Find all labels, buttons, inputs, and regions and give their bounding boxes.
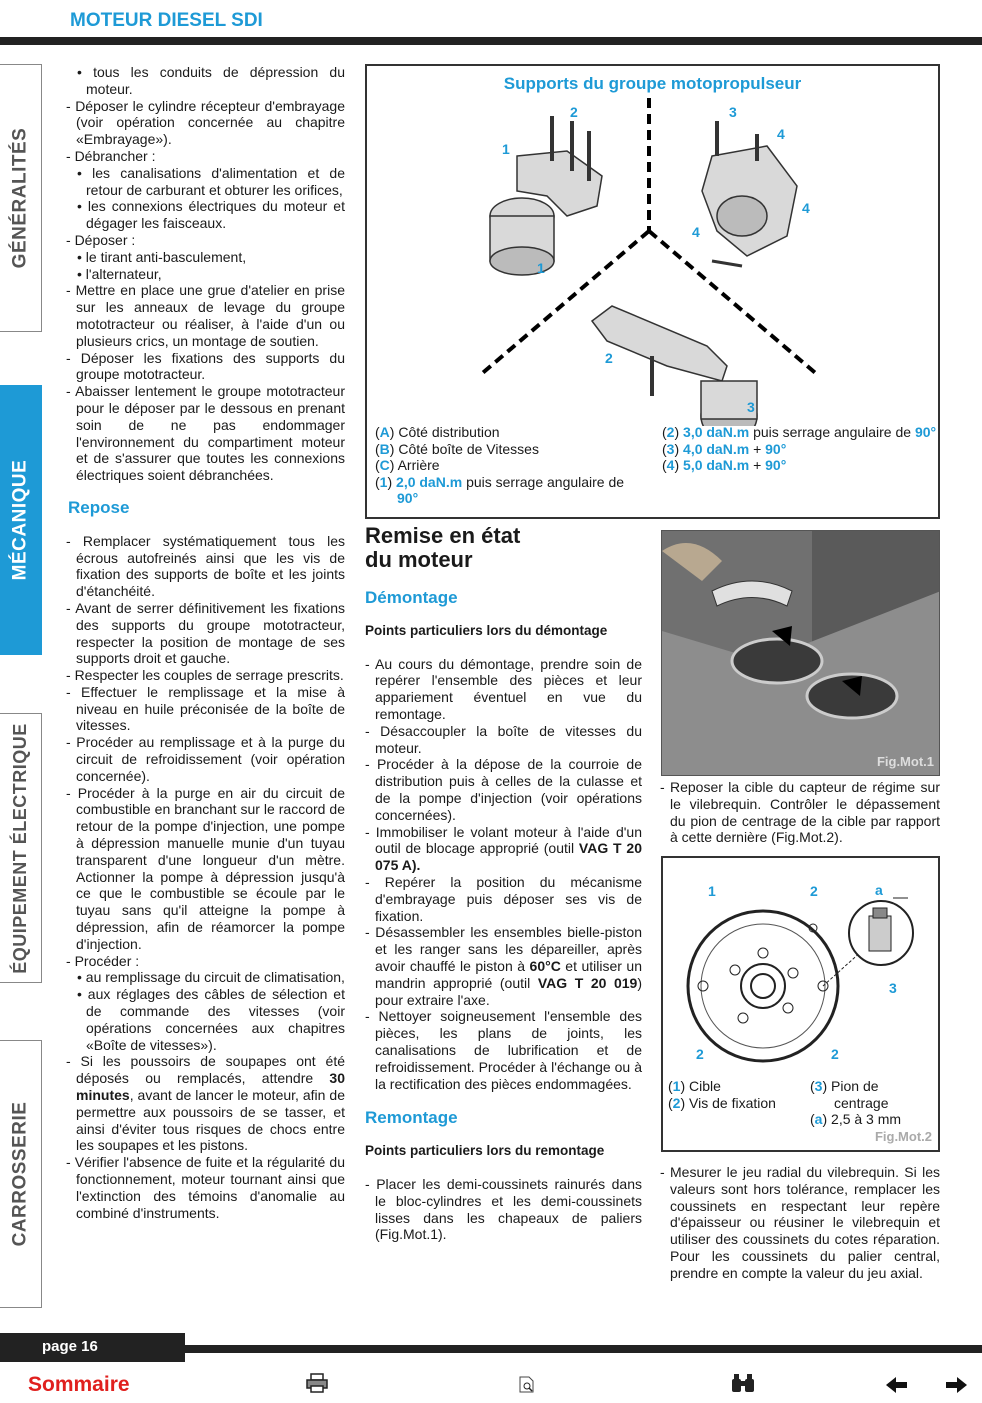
tab-mecanique[interactable] bbox=[0, 385, 42, 655]
bullet: • les canalisations d'alimentation et de retour de carburant et obturer les orifices, bbox=[77, 164, 346, 198]
step: - Désassembler les ensembles bielle-piston et les ranger sans les dépareiller, après avoir chauffé le piston à 60°C et utiliser un mandrin approprié (outil VAG T 20 019) pour extraire l'axe. bbox=[365, 924, 642, 1008]
legend-item: (a) 2,5 à 3 mm bbox=[810, 1111, 902, 1127]
section-title-remontage: Remontage bbox=[365, 1108, 458, 1128]
callout-2c: 2 bbox=[831, 1046, 839, 1062]
callout-4: 4 bbox=[777, 126, 785, 142]
step: - Repérer la position du mécanisme d'embrayage puis déposer ses vis de fixation. bbox=[365, 873, 642, 924]
step: - Placer les demi-coussinets rainurés dans le bloc-cylindres et les demi-coussinets lisses dans les chapeaux de paliers (Fig.Mot.1). bbox=[365, 1175, 642, 1243]
step: - Remplacer systématiquement tous les écrous autofreinés ainsi que les vis de fixation des supports de boîte et les joints d'étanchéité. bbox=[66, 532, 345, 600]
tab-label: GÉNÉRALITÉS bbox=[9, 127, 31, 269]
callout-2: 2 bbox=[570, 104, 578, 120]
tab-label: CARROSSERIE bbox=[9, 1101, 31, 1247]
step: - Reposer la cible du capteur de régime sur le vilebrequin. Contrôler le dépassement du pion de centrage de la cible par rapport à cette dernière (Fig.Mot.2). bbox=[660, 779, 940, 846]
section-heading: Remise en état du moteur bbox=[365, 523, 521, 572]
mount-b-drawing bbox=[702, 121, 797, 266]
callout-4c: 4 bbox=[692, 224, 700, 240]
engine-mounts-diagram bbox=[367, 96, 938, 426]
step: - Vérifier l'absence de fuite et la régularité du fonctionnement, moteur tournant ainsi que l'extinction des témoins d'anomalie au combiné d'instruments. bbox=[66, 1154, 345, 1221]
step: - Nettoyer soigneusement l'ensemble des pièces, les plans de joints, les canalisations de lubrification et de refroidissement. Procéder à l'échange ou à la rectification des pièces endommagées. bbox=[365, 1008, 642, 1092]
step: - Débrancher : bbox=[66, 147, 156, 164]
legend-item: (2) Vis de fixation bbox=[668, 1094, 776, 1111]
step: - Procéder au remplissage et à la purge du circuit de refroidissement (voir opération concernée). bbox=[66, 734, 345, 784]
section-title-demontage: Démontage bbox=[365, 588, 458, 607]
callout-a: a bbox=[875, 882, 883, 898]
legend-right bbox=[662, 424, 937, 474]
callout-1b: 1 bbox=[537, 260, 545, 276]
figure-mot-2 bbox=[661, 856, 940, 1152]
step: - Immobiliser le volant moteur à l'aide d'un outil de blocage approprié (outil VAG T 20 075 A). bbox=[365, 823, 642, 874]
callout-3: 3 bbox=[729, 104, 737, 120]
legend-item: (C) Arrière bbox=[375, 457, 440, 473]
step: - Au cours du démontage, prendre soin de repérer l'ensemble des pièces et leur appariement éventuel en vue du remontage. bbox=[365, 655, 642, 722]
mount-c-drawing bbox=[592, 306, 757, 426]
callout-1: 1 bbox=[502, 141, 510, 157]
figure-mot-1 bbox=[661, 530, 940, 776]
bullet: • l'alternateur, bbox=[77, 265, 162, 282]
step: - Déposer : bbox=[66, 231, 136, 248]
step: - Abaisser lentement le groupe mototracteur pour le déposer par le dessous en prenant soin de ne pas endommager l'environnement du compartiment moteur et de s'assurer que toutes les connexions électriques soient débranchées. bbox=[66, 383, 345, 484]
callout-2: 2 bbox=[810, 883, 818, 899]
tab-label: MÉCANIQUE bbox=[9, 459, 31, 581]
figure-supports bbox=[365, 64, 940, 519]
legend-left bbox=[668, 1078, 808, 1111]
column-right-top bbox=[660, 779, 940, 846]
arrow-left-icon[interactable] bbox=[886, 1377, 908, 1398]
legend-item: (3) Pion de centrage bbox=[810, 1078, 889, 1111]
figure-label: Fig.Mot.1 bbox=[876, 754, 934, 769]
column-left bbox=[66, 64, 345, 1221]
column-middle bbox=[365, 524, 642, 1243]
step: - Désaccoupler la boîte de vitesses du moteur. bbox=[365, 722, 642, 756]
step: - Procéder à la dépose de la courroie de distribution puis à celles de la culasse et de la pompe d'injection (voir opérations concernées). bbox=[365, 756, 642, 823]
subsection-title: Points particuliers lors du remontage bbox=[365, 1143, 605, 1159]
binoculars-icon[interactable] bbox=[731, 1373, 755, 1398]
legend-item: (4) 5,0 daN.m + 90° bbox=[662, 457, 787, 473]
legend-right bbox=[810, 1078, 930, 1128]
column-right-bottom bbox=[660, 1164, 940, 1282]
step: - Mettre en place une grue d'atelier en prise sur les anneaux de levage du groupe mototracteur ou réaliser, à l'aide d'un ou plusieurs crics, un montage de soutien. bbox=[66, 282, 345, 349]
step: - Déposer le cylindre récepteur d'embrayage (voir opération concernée au chapitre «Embrayage»). bbox=[66, 97, 345, 148]
page-number: page 16 bbox=[0, 1333, 185, 1362]
step: - Procéder : bbox=[66, 952, 140, 969]
target-wheel-diagram bbox=[663, 858, 938, 1078]
tab-label: ÉQUIPEMENT ÉLECTRIQUE bbox=[10, 722, 30, 974]
figure-label: Fig.Mot.2 bbox=[874, 1129, 932, 1144]
section-title-repose: Repose bbox=[68, 497, 130, 517]
step: - Mesurer le jeu radial du vilebrequin. Si les valeurs sont hors tolérance, remplacer les coussinets en respectant leur repère d'épaisseur ou réusiner le vilebrequin et utiliser des coussinets du cotes réparation. Pour les coussinets du palier central, prendre en compte la valeur du jeu axial. bbox=[660, 1164, 940, 1281]
bearing-photo bbox=[662, 531, 940, 776]
bullet: • le tirant anti-basculement, bbox=[77, 248, 247, 265]
mount-a-drawing bbox=[490, 116, 602, 275]
tab-generalites[interactable] bbox=[0, 64, 42, 332]
legend-left bbox=[375, 424, 645, 507]
figure-title: Supports du groupe motopropulseur bbox=[503, 74, 802, 93]
callout-2b: 2 bbox=[696, 1046, 704, 1062]
legend-item: (A) Côté distribution bbox=[375, 424, 500, 440]
sommaire-link[interactable]: Sommaire bbox=[28, 1373, 130, 1396]
legend-item: (3) 4,0 daN.m + 90° bbox=[662, 440, 787, 457]
callout-2b: 2 bbox=[605, 350, 613, 366]
subsection-title: Points particuliers lors du démontage bbox=[365, 622, 608, 638]
bullet: • les connexions électriques du moteur et dégager les faisceaux. bbox=[77, 198, 345, 232]
bullet: • tous les conduits de dépression du moteur. bbox=[77, 64, 345, 97]
header-title: MOTEUR DIESEL SDI bbox=[70, 10, 263, 31]
tab-carrosserie[interactable] bbox=[0, 1040, 42, 1308]
step: - Avant de serrer définitivement les fixations des supports du groupe mototracteur, respecter la position de montage de ses supports droit et gauche. bbox=[66, 599, 346, 667]
callout-1: 1 bbox=[708, 883, 716, 899]
legend-item: (1) Cible bbox=[668, 1078, 721, 1094]
step: - Procéder à la purge en air du circuit de combustible en branchant sur le raccord de retour de la pompe d'injection, une pompe à dépression manuelle munie d'un tuyau transparent d'une longueur d'un mètre. Actionner la pompe à dépression jusqu'à ce que le combustible se écoule par le tuyau sans qu'il atteigne la pompe à dépression, afin de réamorcer la pompe d'injection. bbox=[66, 784, 345, 952]
legend-item: (1) 2,0 daN.m puis serrage angulaire de 90° bbox=[375, 473, 625, 506]
callout-3b: 3 bbox=[747, 399, 755, 415]
header-bar bbox=[0, 37, 982, 45]
bullet: • au remplissage du circuit de climatisation, bbox=[77, 969, 345, 986]
step: - Déposer les fixations des supports du groupe mototracteur. bbox=[66, 349, 345, 383]
printer-icon[interactable] bbox=[306, 1373, 328, 1398]
tab-equipement-electrique[interactable] bbox=[0, 713, 42, 983]
step: - Si les poussoirs de soupapes ont été déposés ou remplacés, attendre 30 minutes, avant de lancer le moteur, afin de permettre aux poussoirs de se tasser, et ainsi d'éviter tous risques de chocs entre les soupapes et les pistons. bbox=[66, 1053, 345, 1154]
callout-3: 3 bbox=[889, 980, 897, 996]
legend-item: (B) Côté boîte de Vitesses bbox=[375, 440, 539, 457]
legend-item: (2) 3,0 daN.m puis serrage angulaire de 90° bbox=[662, 424, 937, 440]
callout-4b: 4 bbox=[802, 200, 810, 216]
search-document-icon[interactable] bbox=[518, 1376, 536, 1399]
step: - Respecter les couples de serrage prescrits. bbox=[66, 667, 344, 684]
step: - Effectuer le remplissage et la mise à niveau en huile préconisée de la boîte de vitesses. bbox=[66, 683, 345, 734]
arrow-right-icon[interactable] bbox=[945, 1377, 967, 1398]
bullet: • aux réglages des câbles de sélection et de commande des vitesses (voir opérations concernées aux chapitres «Boîte de vitesses»). bbox=[77, 986, 345, 1053]
